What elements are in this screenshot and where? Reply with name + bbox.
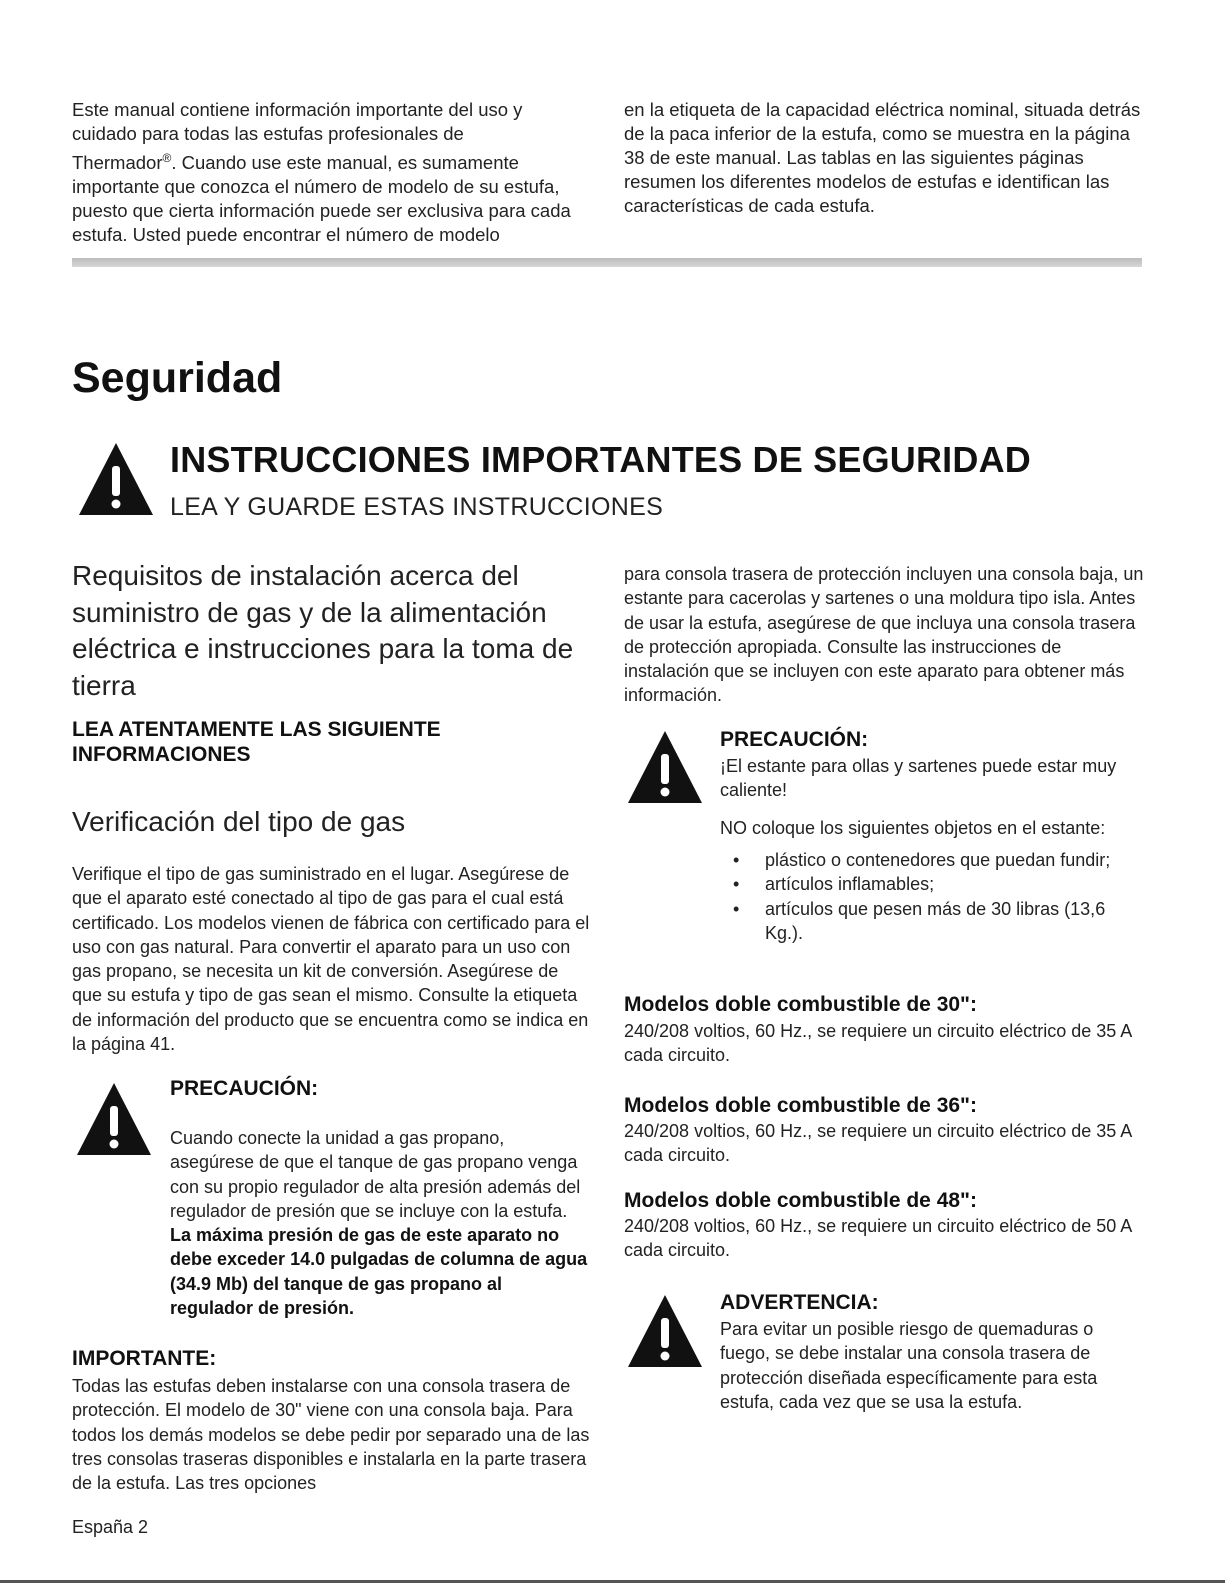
console-continuation-text (624, 562, 1149, 708)
page-bottom-edge (0, 1580, 1225, 1583)
caution-title-left: PRECAUCIÓN: (170, 1077, 319, 1100)
important-paragraph: Todas las estufas deben instalarse con una consola trasera de protección. El modelo de 30" viene con una consola baja. Para todos los demás modelos se debe pedir por separado una de las tres consolas traseras disponibles e instalarla en la parte trasera de la estufa. Las tres opciones (72, 1376, 590, 1494)
do-not-place-text: NO coloque los siguientes objetos en el estante: (720, 818, 1106, 838)
list-item (733, 848, 1133, 872)
caution-triangle-icon (74, 1080, 154, 1158)
banner-title: INSTRUCCIONES IMPORTANTES DE SEGURIDAD (170, 439, 1031, 480)
list-item-text: plástico o contenedores que puedan fundir; (765, 850, 1111, 870)
caution-text-left-bold: La máxima presión de gas de este aparato no debe exceder 14.0 pulgadas de columna de agua (34.9 Mb) del tanque de gas propano al regulador de presión. (170, 1225, 588, 1319)
list-item (733, 872, 1133, 896)
section-title: Seguridad (72, 354, 283, 402)
intro-left-p1: Este manual contiene información importante del uso y cuidado para todas las estufas profesionales de (72, 99, 523, 144)
caution-text-left-normal: Cuando conecte la unidad a gas propano, asegúrese de que el tanque de gas propano venga con su propio regulador de alta presión además del regulador de presión que se incluye con la estufa. (170, 1128, 581, 1221)
shelf-items-list (733, 848, 1133, 945)
model-30-text: 240/208 voltios, 60 Hz., se requiere un circuito eléctrico de 35 A cada circuito. (624, 1021, 1132, 1066)
requirements-heading: Requisitos de instalación acerca del suministro de gas y de la alimentación eléctrica e instrucciones para la toma de tierra (72, 560, 574, 701)
list-bullet: • (733, 898, 740, 919)
warning-text: Para evitar un posible riesgo de quemaduras o fuego, se debe instalar una consola trasera de protección diseñada específicamente para esta estufa, cada vez que se usa la estufa. (720, 1319, 1098, 1412)
important-text (72, 1374, 592, 1495)
read-carefully-heading: LEA ATENTAMENTE LAS SIGUIENTE INFORMACIONES (72, 718, 441, 766)
console-continuation-paragraph: para consola trasera de protección incluyen una consola baja, un estante para cacerolas y sartenes o una moldura tipo isla. Antes de usar la estufa, asegúrese de que incluya una consola trasera de protección apropiada. Consulte las instrucciones de instalación que se incluyen con este aparato para obtener más información. (624, 564, 1144, 706)
intro-left-p2: . Cuando use este manual, es sumamente importante que conozca el número de modelo de su estufa, puesto que cierta información puede ser exclusiva para cada estufa. Usted puede encontrar el número de modelo (72, 152, 571, 246)
intro-left (72, 98, 587, 247)
model-30-title: Modelos doble combustible de 30": (624, 993, 978, 1016)
warning-title: ADVERTENCIA: (720, 1291, 879, 1314)
caution-triangle-icon-right (625, 728, 705, 806)
list-item-text: artículos que pesen más de 30 libras (13,6 Kg.). (765, 898, 1106, 943)
intro-right (624, 98, 1149, 218)
registered-mark: ® (162, 151, 172, 165)
warning-triangle-icon (76, 440, 156, 518)
gas-type-paragraph: Verifique el tipo de gas suministrado en el lugar. Asegúrese de que el aparato esté conectado al tipo de gas para el cual está certificado. Los modelos vienen de fábrica con certificado para el uso con gas natural. Para convertir el aparato para un uso con gas propano, se necesita un kit de conversión. Asegúrese de que su estufa y tipo de gas sean el mismo. Consulte la etiqueta de información del producto que se encuentra como se indica en la página 41. (72, 864, 590, 1055)
gas-type-text (72, 862, 592, 1056)
caution-text-right: ¡El estante para ollas y sartenes puede estar muy caliente! (720, 756, 1117, 801)
section-divider (72, 258, 1142, 267)
model-36-text: 240/208 voltios, 60 Hz., se requiere un circuito eléctrico de 35 A cada circuito. (624, 1121, 1132, 1166)
list-bullet: • (733, 874, 740, 895)
brand-name: Thermador (72, 152, 163, 174)
caution-title-right: PRECAUCIÓN: (720, 728, 869, 751)
banner-subtitle: LEA Y GUARDE ESTAS INSTRUCCIONES (170, 493, 664, 521)
important-title: IMPORTANTE: (72, 1347, 217, 1370)
gas-type-heading: Verificación del tipo de gas (72, 806, 406, 837)
list-item-text: artículos inflamables; (765, 874, 935, 895)
model-48-text: 240/208 voltios, 60 Hz., se requiere un circuito eléctrico de 50 A cada circuito. (624, 1216, 1132, 1261)
intro-right-paragraph: en la etiqueta de la capacidad eléctrica nominal, situada detrás de la paca inferior de la estufa, como se muestra en la página 38 de este manual. Las tablas en las siguientes páginas resumen los diferentes modelos de estufas e identifican las características de cada estufa. (624, 99, 1141, 216)
list-bullet: • (733, 850, 740, 870)
intro-left-paragraph (72, 98, 587, 247)
warning-triangle-icon-right (625, 1292, 705, 1370)
model-48-title: Modelos doble combustible de 48": (624, 1189, 978, 1212)
model-36-title: Modelos doble combustible de 36": (624, 1094, 978, 1117)
page-number: España 2 (72, 1517, 149, 1537)
list-item (733, 897, 1133, 946)
caution-text-left (170, 1126, 590, 1320)
